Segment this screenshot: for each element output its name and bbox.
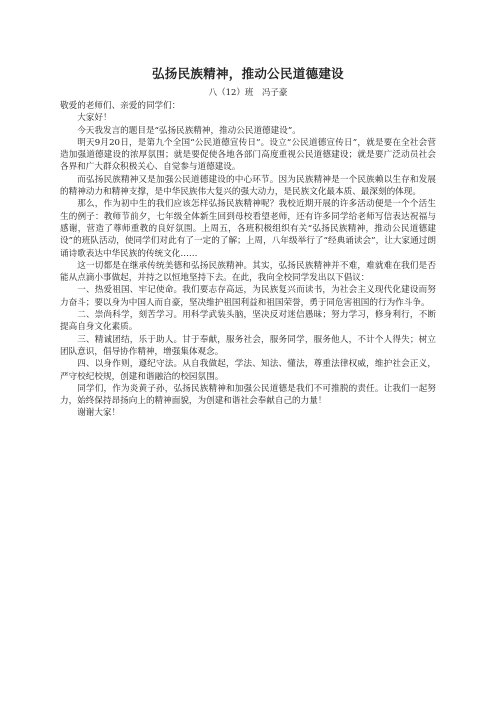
proposal-item-3: 三、精诚团结，乐于助人。甘于奉献，服务社会，服务同学，服务他人，不计个人得失；树立团队意识，倡导协作精神，增强集体观念。 [60,334,436,357]
proposal-item-4: 四、以身作则，遵纪守法。从自我做起，学法、知法、懂法，尊重法律权威，维护社会正义，严守校纪校规，创建和谐融洽的校园氛围。 [60,359,436,382]
paragraph-closing: 同学们，作为炎黄子孙，弘扬民族精神和加强公民道德是我们不可推脱的责任。让我们一起努力，始终保持昂扬向上的精神面貌，为创建和谐社会奉献自己的力量！ [60,383,436,407]
proposal-item-2: 二、崇尚科学，刻苦学习。用科学武装头脑，坚决反对迷信愚昧；努力学习，修身利行，不断提高自身文化素质。 [60,310,436,333]
salutation: 敬爱的老师们、亲爱的同学们： [60,101,181,111]
paragraph-national-spirit: 而弘扬民族精神又是加强公民道德建设的中心环节。因为民族精神是一个民族赖以生存和发展的精神动力和精神支撑，是中华民族伟大复兴的强大动力，是民族文化最本质、最深刻的体现。 [60,174,436,198]
paragraph-topic: 今天我发言的题目是“弘扬民族精神，推动公民道德建设”。 [77,125,301,136]
proposal-item-1: 一、热爱祖国、牢记使命。我们要志存高远，为民族复兴而读书，为社会主义现代化建设而努力奋斗；要以身为中国人而自豪，坚决维护祖国利益和祖国荣誉，勇于同危害祖国的行为作斗争。 [60,285,436,308]
author-byline: 八（12）班 冯子豪 [208,88,288,98]
paragraph-school-activities: 那么，作为初中生的我们应该怎样弘扬民族精神呢？我校近期开展的许多活动便是一个个活生生的例子：教师节前夕，七年级全体新生回到母校看望老师，还有许多同学给老师写信表达祝福与感谢，营造了尊师重教的良好氛围。上周五，各班积极组织有关“弘扬民族精神，推动公民道德建设”的班队活动，使同学们对此有了一定的了解；上周，八年级举行了“经典诵读会”，让大家通过朗诵诗歌表达中华民族的传统文化…… [60,199,436,259]
document-title: 弘扬民族精神，推动公民道德建设 [151,66,344,81]
paragraph-citizen-morality-day: 明天9月20日，是第九个全国“公民道德宣传日”。设立“公民道德宣传日”，就是要在全社会营造加强道德建设的浓厚氛围；就是要促使各地各部门高度重视公民道德建设；就是要广泛动员社会各界和广大群众积极关心、自觉参与道德建设。 [60,137,436,173]
paragraph-proposal-intro: 这一切都是在继承传统美德和弘扬民族精神。其实，弘扬民族精神并不难，难就难在我们是否能从点滴小事做起，并持之以恒地坚持下去。在此，我向全校同学发出以下倡议： [60,260,436,284]
greeting: 大家好！ [77,113,112,124]
thanks-line: 谢谢大家！ [77,408,121,419]
document-page [60,66,436,420]
